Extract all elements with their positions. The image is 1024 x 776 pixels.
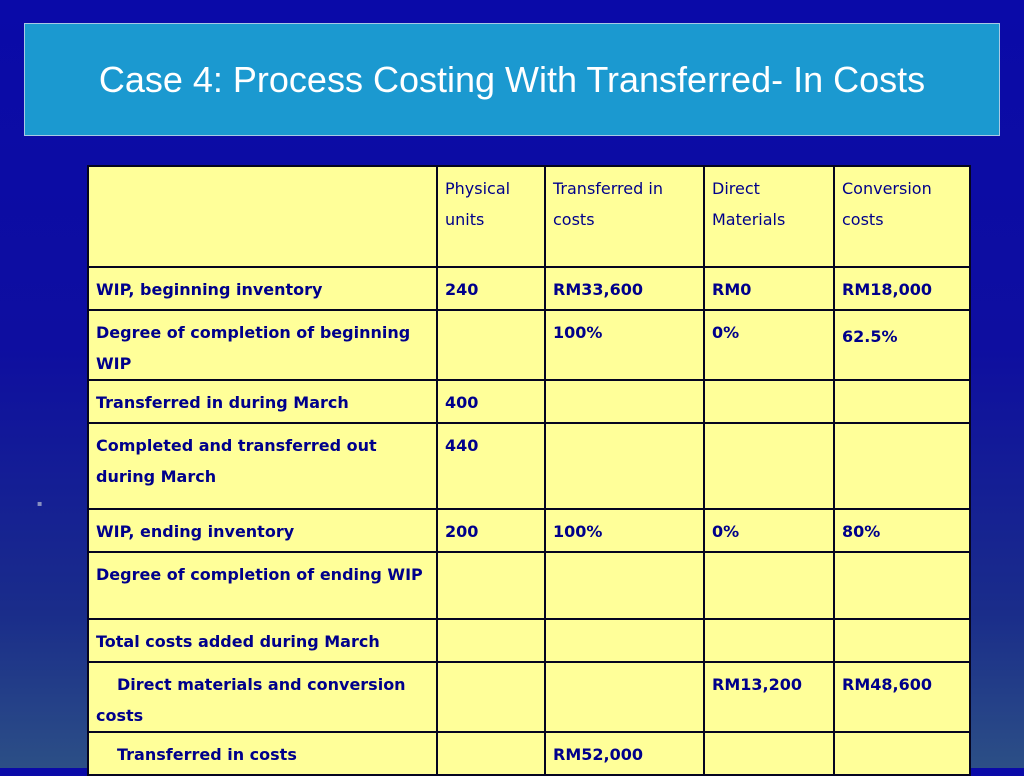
cell-direct-materials [704, 552, 834, 619]
cell-physical-units: 200 [437, 509, 545, 552]
row-label: Transferred in costs [88, 732, 437, 775]
table-row [88, 662, 970, 732]
cell-direct-materials: RM13,200 [704, 662, 834, 732]
table-row [88, 619, 970, 662]
cell-physical-units [437, 619, 545, 662]
cell-physical-units: 240 [437, 267, 545, 310]
header-transferred-in-costs: Transferred in costs [545, 166, 704, 267]
row-label: Transferred in during March [88, 380, 437, 423]
cell-transferred-in [545, 423, 704, 509]
cell-transferred-in: RM52,000 [545, 732, 704, 775]
cell-conversion [834, 732, 970, 775]
cell-conversion [834, 380, 970, 423]
row-label: WIP, ending inventory [88, 509, 437, 552]
cell-direct-materials [704, 423, 834, 509]
cell-physical-units: 400 [437, 380, 545, 423]
cell-conversion [834, 552, 970, 619]
cell-direct-materials [704, 732, 834, 775]
cell-physical-units [437, 732, 545, 775]
process-costing-table [87, 165, 971, 776]
cell-direct-materials: 0% [704, 310, 834, 380]
table-row [88, 423, 970, 509]
cell-conversion: 80% [834, 509, 970, 552]
slide-mark: ▪ [37, 499, 43, 508]
table-row [88, 310, 970, 380]
table-row [88, 552, 970, 619]
row-label: WIP, beginning inventory [88, 267, 437, 310]
header-row [88, 166, 970, 267]
cell-direct-materials: 0% [704, 509, 834, 552]
table-row [88, 732, 970, 775]
row-label: Degree of completion of ending WIP [88, 552, 437, 619]
row-label [88, 662, 437, 732]
header-direct-materials: Direct Materials [704, 166, 834, 267]
header-conversion-costs: Conversion costs [834, 166, 970, 267]
cell-physical-units [437, 552, 545, 619]
cell-transferred-in [545, 662, 704, 732]
cell-physical-units: 440 [437, 423, 545, 509]
cell-conversion: 62.5% [834, 310, 970, 380]
cell-direct-materials [704, 619, 834, 662]
cell-transferred-in [545, 619, 704, 662]
header-cell-empty [88, 166, 437, 267]
row-label: Completed and transferred out during March [88, 423, 437, 509]
cell-direct-materials [704, 380, 834, 423]
row-label: Total costs added during March [88, 619, 437, 662]
cell-physical-units [437, 310, 545, 380]
cell-transferred-in: 100% [545, 310, 704, 380]
slide-title: Case 4: Process Costing With Transferred- In Costs [98, 58, 926, 100]
cell-transferred-in [545, 380, 704, 423]
cell-conversion [834, 423, 970, 509]
row-label: Degree of completion of beginning WIP [88, 310, 437, 380]
header-physical-units: Physical units [437, 166, 545, 267]
table-row [88, 380, 970, 423]
table-row [88, 267, 970, 310]
cell-physical-units [437, 662, 545, 732]
cell-transferred-in: 100% [545, 509, 704, 552]
cell-conversion: RM18,000 [834, 267, 970, 310]
row-label-text: Direct materials and conversion costs [96, 675, 406, 725]
cell-transferred-in [545, 552, 704, 619]
cell-conversion [834, 619, 970, 662]
cell-transferred-in: RM33,600 [545, 267, 704, 310]
table-row [88, 509, 970, 552]
cell-direct-materials: RM0 [704, 267, 834, 310]
title-box [24, 23, 1000, 136]
cell-conversion: RM48,600 [834, 662, 970, 732]
